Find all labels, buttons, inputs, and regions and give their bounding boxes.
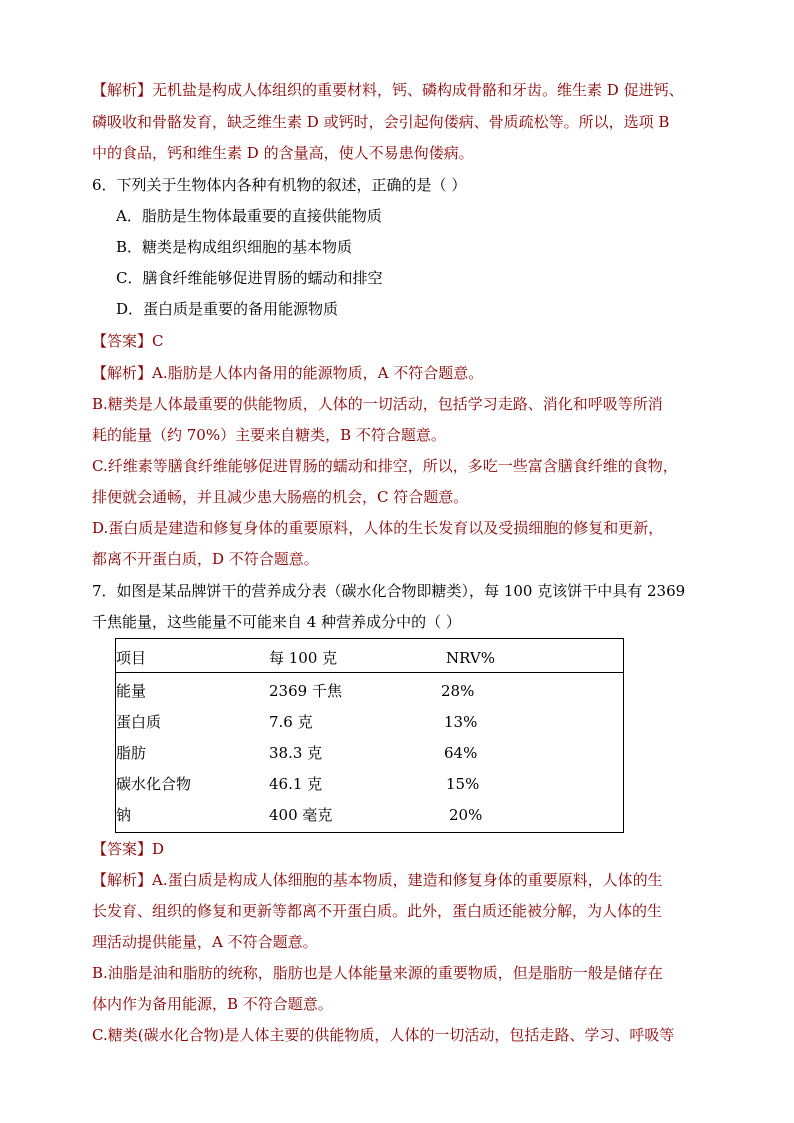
q6-answer bbox=[92, 331, 164, 351]
q6-analysis-line-7: 都离不开蛋白质，D 不符合题意。 bbox=[92, 550, 319, 568]
q7-stem-line-2: 千焦能量，这些能量不可能来自 4 种营养成分中的（ ） bbox=[92, 613, 461, 631]
q6-analysis-line-2: B.糖类是人体最重要的供能物质，人体的一切活动，包括学习走路、消化和呼吸等所消 bbox=[92, 395, 663, 413]
table-header-per100g: 每 100 克 bbox=[269, 649, 338, 667]
q6-analysis-line-6: D.蛋白质是建造和修复身体的重要原料，人体的生长发育以及受损细胞的修复和更新， bbox=[92, 519, 664, 537]
table-cell: 碳水化合物 bbox=[116, 775, 192, 793]
table-cell: 钠 bbox=[116, 806, 132, 824]
table-cell: 20% bbox=[449, 806, 483, 824]
nutrition-table-header-rule bbox=[116, 672, 623, 673]
q7-stem-line-1: 7．如图是某品牌饼干的营养成分表（碳水化合物即糖类），每 100 克该饼干中具有 2369 bbox=[92, 582, 686, 600]
q7-analysis-line-3: 理活动提供能量，A 不符合题意。 bbox=[92, 933, 318, 951]
q6-option-d: D．蛋白质是重要的备用能源物质 bbox=[116, 300, 339, 318]
q6-answer-tag: 【答案】 bbox=[92, 332, 153, 350]
q6-stem: 6．下列关于生物体内各种有机物的叙述，正确的是（ ） bbox=[92, 176, 467, 194]
q7-answer bbox=[92, 839, 164, 859]
table-cell: 400 毫克 bbox=[269, 806, 333, 824]
q5-analysis-line-2: 磷吸收和骨骼发育，缺乏维生素 D 或钙时，会引起佝偻病、骨质疏松等。所以，选项 B bbox=[92, 113, 670, 131]
q6-analysis-line-4: C.纤维素等膳食纤维能够促进胃肠的蠕动和排空，所以，多吃一些富含膳食纤维的食物， bbox=[92, 457, 678, 475]
q7-analysis-line-6: C.糖类(碳水化合物)是人体主要的供能物质，人体的一切活动，包括走路、学习、呼吸等 bbox=[92, 1026, 675, 1044]
q6-analysis-tag: 【解析】 bbox=[92, 364, 153, 382]
table-cell: 蛋白质 bbox=[116, 713, 162, 731]
table-cell: 能量 bbox=[116, 682, 147, 700]
q6-answer-value: C bbox=[152, 332, 164, 350]
table-cell: 64% bbox=[444, 744, 478, 762]
q5-analysis-line-3: 中的食品，钙和维生素 D 的含量高，使人不易患佝偻病。 bbox=[92, 144, 474, 162]
q6-analysis-line-1: 【解析】A.脂肪是人体内备用的能源物质，A 不符合题意。 bbox=[92, 364, 484, 382]
q6-analysis-line-3: 耗的能量（约 70%）主要来自糖类，B 不符合题意。 bbox=[92, 426, 446, 444]
q7-analysis-line-2: 长发育、组织的修复和更新等都离不开蛋白质。此外，蛋白质还能被分解，为人体的生 bbox=[92, 902, 663, 920]
table-cell: 15% bbox=[446, 775, 480, 793]
q7-analysis-line-4: B.油脂是油和脂肪的统称，脂肪也是人体能量来源的重要物质，但是脂肪一般是储存在 bbox=[92, 964, 663, 982]
table-cell: 46.1 克 bbox=[269, 775, 323, 793]
q5-analysis-line-1: 【解析】无机盐是构成人体组织的重要材料，钙、磷构成骨骼和牙齿。维生素 D 促进钙、 bbox=[92, 81, 684, 99]
q7-analysis-tag: 【解析】 bbox=[92, 871, 153, 889]
q6-analysis-line-5: 排便就会通畅，并且减少患大肠癌的机会，C 符合题意。 bbox=[92, 488, 469, 506]
table-cell: 7.6 克 bbox=[269, 713, 313, 731]
q6-option-c: C．膳食纤维能够促进胃肠的蠕动和排空 bbox=[116, 269, 383, 287]
q5-analysis-tag: 【解析】 bbox=[92, 81, 153, 99]
q7-answer-value: D bbox=[152, 840, 165, 858]
table-cell: 13% bbox=[444, 713, 478, 731]
q7-analysis-line-1: 【解析】A.蛋白质是构成人体细胞的基本物质，建造和修复身体的重要原料，人体的生 bbox=[92, 871, 663, 889]
q6-option-a: A．脂肪是生物体最重要的直接供能物质 bbox=[116, 207, 382, 225]
table-header-nrv: NRV% bbox=[446, 649, 495, 667]
table-cell: 38.3 克 bbox=[269, 744, 323, 762]
table-cell: 28% bbox=[441, 682, 475, 700]
q6-option-b: B．糖类是构成组织细胞的基本物质 bbox=[116, 238, 353, 256]
table-header-item: 项目 bbox=[116, 649, 147, 667]
q7-answer-tag: 【答案】 bbox=[92, 840, 153, 858]
q7-analysis-line-5: 体内作为备用能源，B 不符合题意。 bbox=[92, 995, 333, 1013]
table-cell: 2369 千焦 bbox=[269, 682, 342, 700]
nutrition-table bbox=[115, 638, 624, 833]
table-cell: 脂肪 bbox=[116, 744, 147, 762]
